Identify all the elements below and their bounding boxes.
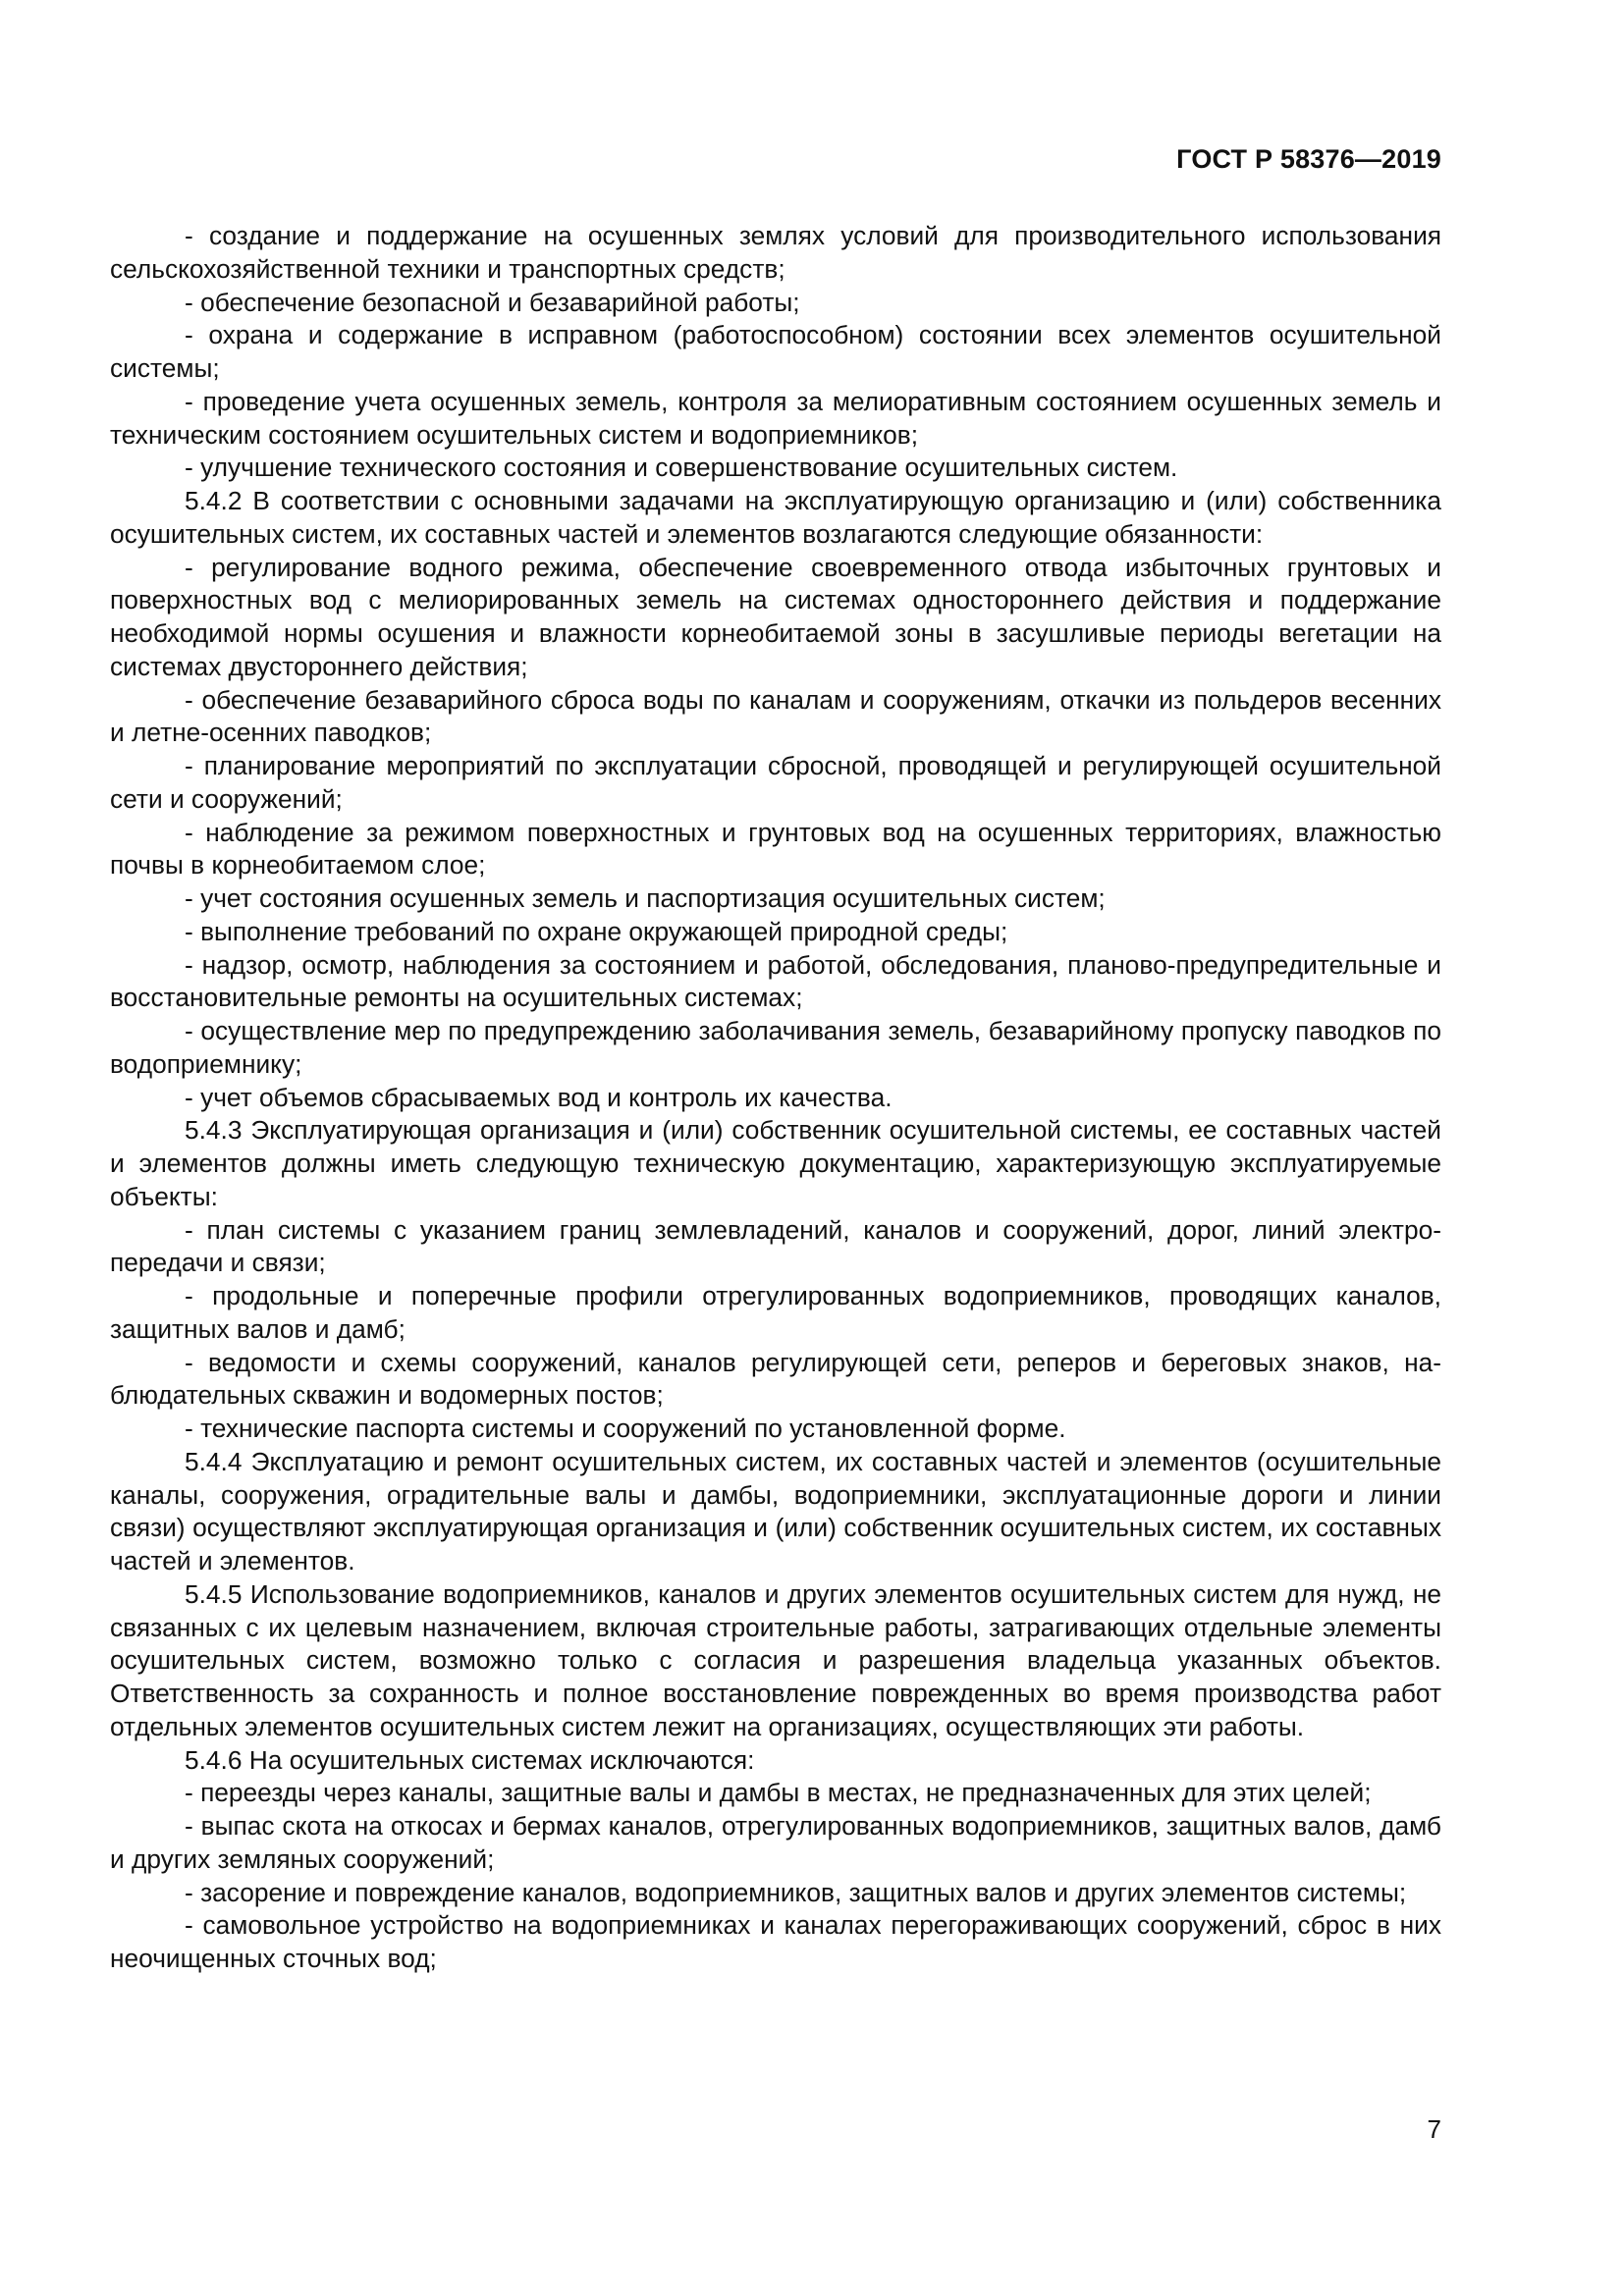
paragraph: - выполнение требований по охране окружающей природной среды;: [185, 916, 1008, 946]
paragraph: - создание и поддержание на осушенных землях условий для производительного использования сельскохозяйственной техники и транспортных средств;: [110, 221, 1441, 284]
paragraph: - наблюдение за режимом поверхностных и грунтовых вод на осушенных территориях, влажностью почвы в корнеобитаемом слое;: [110, 817, 1441, 881]
paragraph: - продольные и поперечные профили отрегулированных водоприемников, проводящих каналов, защитных валов и дамб;: [110, 1281, 1441, 1344]
document-header-code: ГОСТ Р 58376—2019: [1176, 144, 1441, 174]
paragraph: - план системы с указанием границ землевладений, каналов и сооружений, дорог, линий электропередачи и связи;: [110, 1214, 1441, 1278]
paragraph: 5.4.6 На осушительных системах исключаются:: [185, 1744, 755, 1775]
paragraph: 5.4.2 В соответствии с основными задачами на эксплуатирующую организацию и (или) собственника осушительных систем, их составных частей и элементов возлагаются следующие обязанности:: [110, 486, 1441, 549]
paragraph: - планирование мероприятий по эксплуатации сбросной, проводящей и регулирующей осушительной сети и сооружений;: [110, 751, 1441, 814]
paragraph: - учет состояния осушенных земель и паспортизация осушительных систем;: [185, 883, 1106, 913]
paragraph: - охрана и содержание в исправном (работоспособном) состоянии всех элементов осушительной системы;: [110, 320, 1441, 383]
paragraph: - осуществление мер по предупреждению заболачивания земель, безаварийному пропуску паводков по водоприемнику;: [110, 1016, 1441, 1079]
paragraph: - выпас скота на откосах и бермах каналов, отрегулированных водоприемников, защитных валов, дамб и других земляных сооружений;: [110, 1811, 1441, 1874]
paragraph: - технические паспорта системы и сооружений по установленной форме.: [185, 1414, 1066, 1443]
paragraph: - переезды через каналы, защитные валы и дамбы в местах, не предназначенных для этих целей;: [185, 1778, 1372, 1808]
paragraph: - обеспечение безаварийного сброса воды по каналам и сооружениям, откачки из польдеров весенних и летне-осенних паводков;: [110, 684, 1441, 748]
page-number: 7: [1427, 2114, 1441, 2144]
paragraph: - учет объемов сбрасываемых вод и контроль их качества.: [185, 1082, 893, 1112]
paragraph: - обеспечение безопасной и безаварийной работы;: [185, 287, 800, 317]
document-body: [110, 220, 1441, 1976]
paragraph: - засорение и повреждение каналов, водоприемников, защитных валов и других элементов системы;: [185, 1877, 1407, 1907]
paragraph: 5.4.3 Эксплуатирующая организация и (или) собственник осушительной системы, ее составных частей и элементов должны иметь следующую техническую документацию, характеризующую эксплуатируемые объекты:: [110, 1115, 1441, 1211]
paragraph: 5.4.5 Использование водоприемников, каналов и других элементов осушительных систем для нужд, не связанных с их целевым назначением, включая строительные работы, затрагивающих отдельные элементы осушительных систем, возможно только с согласия и разрешения владельца указанных объектов. Ответственность за сохранность и полное восстановление поврежденных во время производства работ отдельных элементов осушительных систем лежит на организациях, осуществляющих эти работы.: [110, 1578, 1441, 1741]
paragraph: - улучшение технического состояния и совершенствование осушительных систем.: [185, 453, 1178, 483]
paragraph: 5.4.4 Эксплуатацию и ремонт осушительных систем, их составных частей и элементов (осушительные каналы, сооружения, оградительные валы и дамбы, водоприемники, эксплуатационные дороги и линии связи) осуществляют эксплуатирующая организация и (или) собственник осушительных систем, их составных частей и элементов.: [110, 1446, 1441, 1575]
paragraph: - ведомости и схемы сооружений, каналов регулирующей сети, реперов и береговых знаков, наблюдательных скважин и водомерных постов;: [110, 1347, 1441, 1411]
paragraph: - надзор, осмотр, наблюдения за состоянием и работой, обследования, планово-предупредительные и восстановительные ремонты на осушительных системах;: [110, 949, 1441, 1013]
paragraph: - регулирование водного режима, обеспечение своевременного отвода избыточных грунтовых и поверхностных вод с мелиорированных земель на системах одностороннего действия и поддержание необходимой нормы осушения и влажности корнеобитаемой зоны в засушливые периоды вегетации на системах двустороннего действия;: [110, 552, 1441, 681]
paragraph: - проведение учета осушенных земель, контроля за мелиоративным состоянием осушенных земель и техническим состоянием осушительных систем и водоприемников;: [110, 386, 1441, 450]
paragraph: - самовольное устройство на водоприемниках и каналах перегораживающих сооружений, сброс в них неочищенных сточных вод;: [110, 1910, 1441, 1973]
